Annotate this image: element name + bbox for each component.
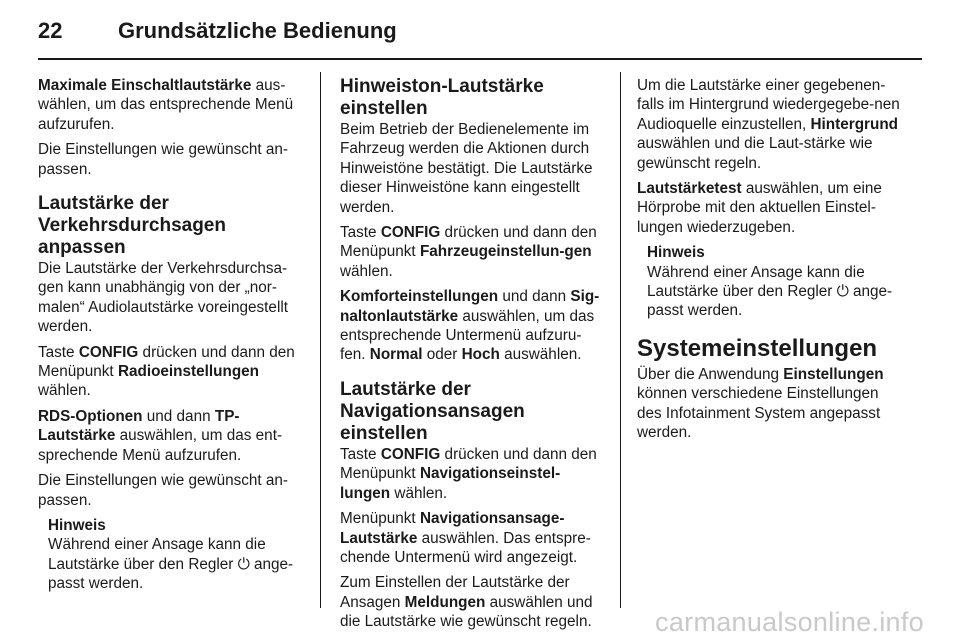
menu-term: Radioeinstellungen xyxy=(117,363,260,381)
menu-term: RDS-Optionen xyxy=(38,407,143,425)
note-title: Hinweis xyxy=(48,516,106,534)
text: Taste xyxy=(340,445,381,463)
text: Zum Einstellen der Lautstärke der Ansagen xyxy=(340,574,570,611)
paragraph xyxy=(637,179,901,237)
paragraph xyxy=(340,573,604,631)
text: Um die Lautstärke einer gegebenen-falls im Hintergrund wiedergegebe-nen Audioquelle einzustellen, xyxy=(637,77,900,133)
menu-term: Normal xyxy=(369,346,423,364)
column-1 xyxy=(38,76,302,594)
menu-term: Meldungen xyxy=(404,593,486,611)
paragraph xyxy=(340,509,604,567)
key-term: CONFIG xyxy=(380,224,441,242)
menu-term: Sig-naltonlautstärke xyxy=(340,288,600,325)
text: Über die Anwendung xyxy=(637,365,784,383)
paragraph: Die Lautstärke der Verkehrsdurchsa-gen kann unabhängig von der „nor-malen“ Audiolautstärke voreingestellt werden. xyxy=(38,260,288,336)
paragraph xyxy=(38,407,302,465)
page-title: Grundsätzliche Bedienung xyxy=(118,18,397,43)
note-text: Während einer Ansage kann die Lautstärke über den Regler ⏻ ange-passt werden. xyxy=(647,263,893,320)
menu-term: Maximale Einschaltlautstärke xyxy=(38,77,252,94)
text: drücken und dann den Menüpunkt xyxy=(340,445,597,483)
paragraph xyxy=(340,445,604,503)
paragraph: Die Einstellungen wie gewünscht an-passen. xyxy=(38,472,288,509)
text: auswählen, um eine Hörprobe mit den aktuellen Einstel-lungen wiederzugeben. xyxy=(637,180,882,236)
paragraph xyxy=(38,76,302,134)
menu-term: Navigationseinstel-lungen xyxy=(340,465,561,502)
menu-term: Hintergrund xyxy=(810,115,899,133)
paragraph xyxy=(340,287,604,365)
menu-term: TP-Lautstärke xyxy=(38,407,240,445)
paragraph xyxy=(637,76,901,173)
text: und dann xyxy=(142,407,215,425)
text: auswählen und die Laut-stärke wie gewünscht regeln. xyxy=(637,135,873,172)
text: drücken und dann den Menüpunkt xyxy=(340,224,597,261)
section-heading: Lautstärke der Navigationsansagen einstellen xyxy=(340,378,525,444)
text: Menüpunkt xyxy=(340,510,420,528)
menu-term: Fahrzeugeinstellun-gen xyxy=(419,243,592,261)
paragraph: Beim Betrieb der Bedienelemente im Fahrzeug werden die Aktionen durch Hinweistöne bestätigt. Die Lautstärke dieser Hinweistöne kann eingestellt werden. xyxy=(340,121,593,216)
section-heading: Hinweiston-Lautstärke einstellen xyxy=(340,76,544,119)
menu-term: Komforteinstellungen xyxy=(340,288,499,306)
text: können verschiedene Einstellungen des Infotainment System angepasst werden. xyxy=(637,385,881,442)
paragraph xyxy=(637,365,901,443)
text: oder xyxy=(422,346,462,364)
menu-term: Einstellungen xyxy=(783,365,884,383)
header-rule xyxy=(38,58,922,60)
text: wählen. xyxy=(38,382,91,400)
column-divider-1 xyxy=(320,72,321,608)
column-divider-2 xyxy=(620,72,621,608)
text: auswählen und die Lautstärke wie gewünscht regeln. xyxy=(340,593,593,631)
text: Taste xyxy=(38,343,79,361)
text: und dann xyxy=(498,288,571,306)
paragraph xyxy=(340,223,604,281)
text: auswählen, um das ent-sprechende Menü aufzurufen. xyxy=(38,427,283,464)
paragraph xyxy=(38,343,302,401)
menu-term: Hoch xyxy=(461,346,500,364)
note-box xyxy=(48,516,302,594)
chapter-heading: Systemeinstellungen xyxy=(637,334,878,362)
text: auswählen. xyxy=(499,346,582,364)
column-2 xyxy=(340,76,604,638)
text: auswählen, um das entsprechende Untermenü aufzuru-fen. xyxy=(340,307,595,364)
watermark: carmanualsonline.info xyxy=(655,607,924,637)
section-heading: Lautstärke der Verkehrsdurchsagen anpassen xyxy=(38,193,226,259)
text: wählen. xyxy=(340,262,393,280)
page-header xyxy=(38,18,397,48)
menu-term: Lautstärketest xyxy=(637,180,742,198)
key-term: CONFIG xyxy=(78,343,139,361)
menu-term: Navigationsansage-Lautstärke xyxy=(340,510,565,547)
page-number: 22 xyxy=(38,18,63,43)
note-box xyxy=(647,243,901,321)
text: Taste xyxy=(340,224,381,242)
column-3 xyxy=(637,76,901,449)
text: wählen. xyxy=(390,484,448,502)
text: auswählen. Das entspre-chende Untermenü wird angezeigt. xyxy=(340,529,591,566)
note-title: Hinweis xyxy=(647,244,705,262)
key-term: CONFIG xyxy=(380,445,441,463)
note-text: Während einer Ansage kann die Lautstärke über den Regler ⏻ ange-passt werden. xyxy=(48,536,294,593)
paragraph: Die Einstellungen wie gewünscht an-passen. xyxy=(38,141,288,178)
text: aus-wählen, um das entsprechende Menü aufzurufen. xyxy=(38,77,294,133)
text: drücken und dann den Menüpunkt xyxy=(38,343,295,381)
